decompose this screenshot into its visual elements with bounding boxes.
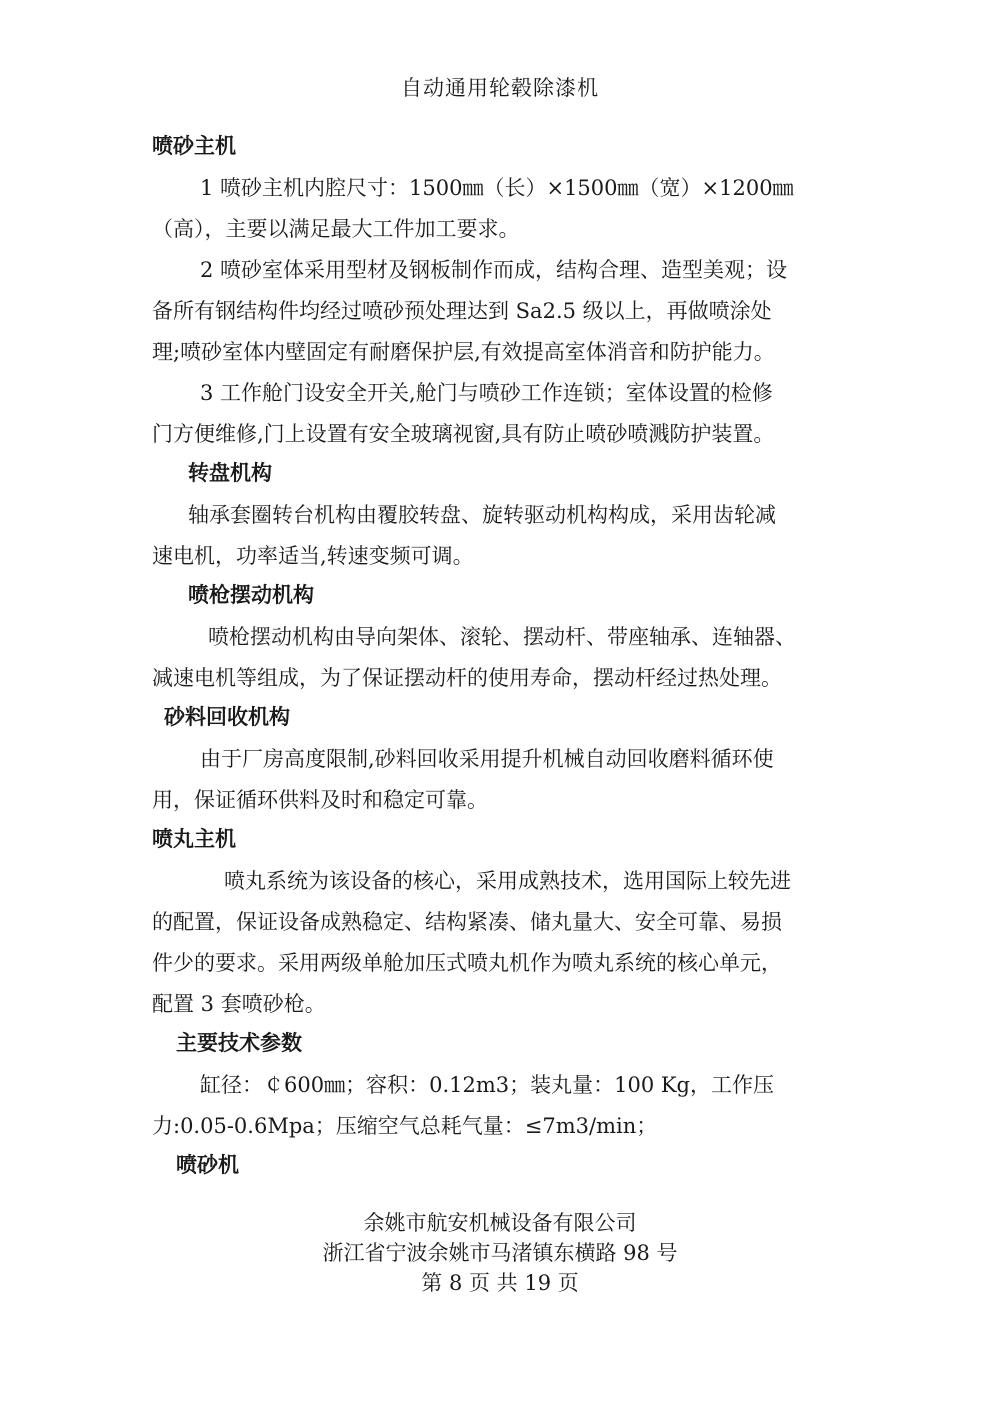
text-line: 3 工作舱门设安全开关,舱门与喷砂工作连锁；室体设置的检修 (200, 381, 773, 405)
document-body (152, 128, 852, 1183)
heading-sandblaster: 喷砂机 (176, 1153, 239, 1177)
text-line: 理;喷砂室体内壁固定有耐磨保护层,有效提高室体消音和防护能力。 (152, 340, 775, 364)
text-line: 由于厂房高度限制,砂料回收采用提升机械自动回收磨料循环使 (200, 747, 774, 771)
text-line: 用，保证循环供料及时和稳定可靠。 (152, 788, 488, 812)
footer-address: 浙江省宁波余姚市马渚镇东横路 98 号 (322, 1241, 678, 1265)
text-line: 备所有钢结构件均经过喷砂预处理达到 Sa2.5 级以上，再做喷涂处 (152, 299, 772, 323)
text-line: 轴承套圈转台机构由覆胶转盘、旋转驱动机构构成，采用齿轮减 (188, 503, 776, 527)
text-line: 的配置，保证设备成熟稳定、结构紧凑、储丸量大、安全可靠、易损 (152, 910, 782, 934)
footer-company: 余姚市航安机械设备有限公司 (363, 1211, 637, 1235)
text-line: （高），主要以满足最大工件加工要求。 (152, 217, 520, 241)
text-line: 件少的要求。采用两级单舱加压式喷丸机作为喷丸系统的核心单元， (152, 951, 782, 975)
heading-abrasive-recovery: 砂料回收机构 (164, 705, 290, 729)
paragraph-turntable (152, 495, 852, 577)
document-title: 自动通用轮毂除漆机 (401, 76, 599, 100)
paragraph-sandblast-2 (152, 250, 852, 373)
heading-main-params: 主要技术参数 (176, 1031, 302, 1055)
text-line: 速电机，功率适当,转速变频可调。 (152, 544, 474, 568)
text-line: 2 喷砂室体采用型材及钢板制作而成，结构合理、造型美观；设 (200, 258, 788, 282)
heading-turntable: 转盘机构 (188, 461, 272, 485)
text-line: 力:0.05-0.6Mpa；压缩空气总耗气量：≤7m3/min； (152, 1114, 658, 1138)
text-line: 1 喷砂主机内腔尺寸：1500㎜（长）×1500㎜（宽）×1200㎜ (200, 176, 794, 200)
paragraph-gun-swing (152, 617, 852, 699)
heading-sandblast-host: 喷砂主机 (152, 134, 236, 158)
text-line: 缸径：￠600㎜；容积：0.12m3；装丸量：100 Kg，工作压 (200, 1073, 775, 1097)
paragraph-main-params (152, 1065, 852, 1147)
text-line: 门方便维修,门上设置有安全玻璃视窗,具有防止喷砂喷溅防护装置。 (152, 422, 775, 446)
text-line: 喷枪摆动机构由导向架体、滚轮、摆动杆、带座轴承、连轴器、 (208, 625, 796, 649)
paragraph-shot-host (152, 861, 852, 1025)
paragraph-sandblast-3 (152, 373, 852, 455)
heading-shot-host: 喷丸主机 (152, 827, 236, 851)
footer-page-number: 第 8 页 共 19 页 (421, 1271, 579, 1295)
paragraph-sandblast-1 (152, 168, 852, 250)
paragraph-abrasive-recovery (152, 739, 852, 821)
heading-gun-swing: 喷枪摆动机构 (188, 583, 314, 607)
text-line: 配置 3 套喷砂枪。 (152, 992, 326, 1016)
text-line: 喷丸系统为该设备的核心，采用成熟技术，选用国际上较先进 (224, 869, 791, 893)
text-line: 减速电机等组成，为了保证摆动杆的使用寿命，摆动杆经过热处理。 (152, 666, 782, 690)
